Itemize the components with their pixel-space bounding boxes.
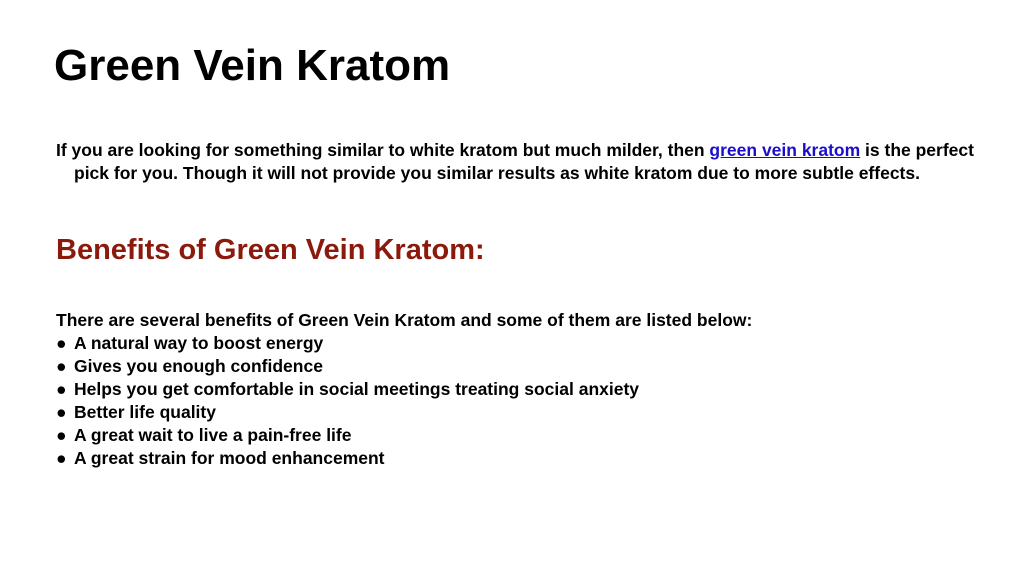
list-item-text: Better life quality	[74, 402, 216, 422]
bullet-icon: ●	[56, 448, 67, 468]
intro-paragraph	[56, 139, 986, 185]
list-item	[56, 401, 639, 424]
intro-text-after-link: is the perfect pick for you. Though it will not provide you similar results as white kratom due to more subtle effects.	[74, 140, 974, 183]
benefits-heading: Benefits of Green Vein Kratom:	[56, 234, 485, 266]
list-item	[56, 447, 639, 470]
page-title: Green Vein Kratom	[54, 41, 451, 90]
list-item-text: A natural way to boost energy	[74, 333, 324, 353]
list-item	[56, 424, 639, 447]
bullet-icon: ●	[56, 425, 67, 445]
list-item-text: A great wait to live a pain-free life	[74, 425, 352, 445]
list-item-text: A great strain for mood enhancement	[74, 448, 385, 468]
bullet-icon: ●	[56, 379, 67, 399]
benefits-lead-text: There are several benefits of Green Vein Kratom and some of them are listed below:	[56, 310, 753, 330]
bullet-icon: ●	[56, 356, 67, 376]
bullet-icon: ●	[56, 402, 67, 422]
green-vein-kratom-link[interactable]: green vein kratom	[709, 140, 861, 160]
intro-text-before-link: If you are looking for something similar to white kratom but much milder, then	[56, 140, 710, 160]
list-item	[56, 378, 639, 401]
list-item-text: Helps you get comfortable in social meetings treating social anxiety	[74, 379, 640, 399]
list-item	[56, 332, 639, 355]
list-item	[56, 355, 639, 378]
list-item-text: Gives you enough confidence	[74, 356, 323, 376]
benefits-list	[56, 332, 639, 470]
bullet-icon: ●	[56, 333, 67, 353]
